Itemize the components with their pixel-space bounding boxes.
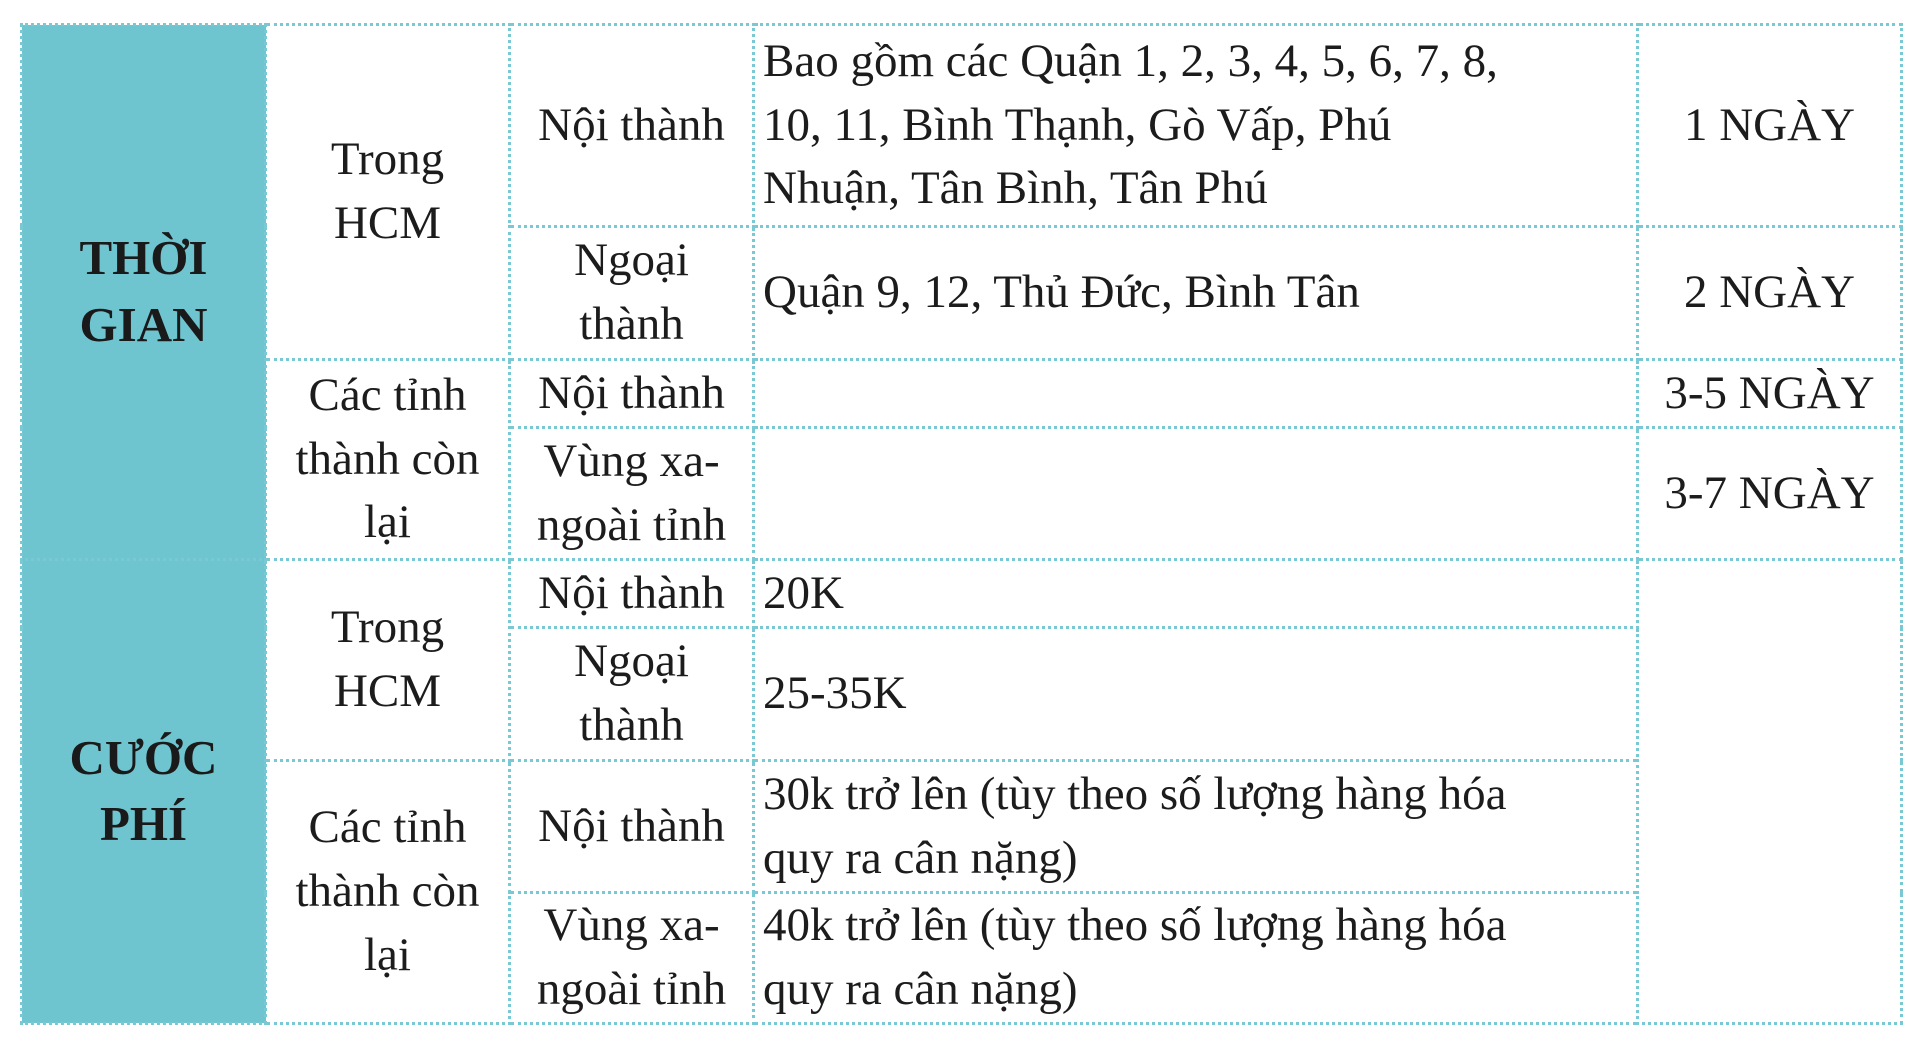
- time-detail-vung-xa: [754, 428, 1638, 560]
- zone-label: Nội thành: [538, 366, 725, 419]
- time-region-other-line2: thành còn: [295, 432, 480, 485]
- zone-label: Nội thành: [538, 799, 725, 852]
- zone-label-line1: Vùng xa-: [543, 434, 720, 487]
- fee-region-other: [266, 761, 510, 1024]
- time-group-label-line1: THỜI: [79, 230, 208, 286]
- time-region-hcm-line2: HCM: [333, 197, 442, 249]
- table-row: [22, 560, 1902, 628]
- detail-line: 10, 11, Bình Thạnh, Gò Vấp, Phú: [763, 98, 1392, 151]
- time-zone-noi-thanh-hcm: [510, 25, 754, 227]
- detail-line: quy ra cân nặng): [763, 831, 1078, 884]
- zone-label-line1: Ngoại: [574, 635, 689, 688]
- time-days-noi-thanh-other: 3-5 NGÀY: [1638, 360, 1902, 428]
- detail-line: 30k trở lên (tùy theo số lượng hàng hóa: [763, 767, 1507, 820]
- zone-label-line2: thành: [579, 298, 684, 350]
- time-detail-noi-thanh-hcm: [754, 25, 1638, 227]
- fee-detail-ngoai-thanh-hcm: 25-35K: [754, 628, 1638, 761]
- time-detail-noi-thanh-other: [754, 360, 1638, 428]
- detail-line: Quận 9, 12, Thủ Đức, Bình Tân: [763, 266, 1360, 319]
- fee-group-label-line1: CƯỚC: [69, 729, 218, 785]
- time-region-other-line1: Các tỉnh: [308, 368, 467, 421]
- fee-zone-ngoai-thanh-hcm: [510, 628, 754, 761]
- zone-label-line1: Vùng xa-: [543, 899, 720, 951]
- fee-region-hcm: [266, 560, 510, 761]
- zone-label-line1: Ngoại: [574, 234, 689, 287]
- detail-line: 40k trở lên (tùy theo số lượng hàng hóa: [763, 899, 1507, 951]
- time-zone-ngoai-thanh-hcm: [510, 227, 754, 360]
- fee-group-label-line2: PHÍ: [99, 796, 188, 852]
- time-region-other-line3: lại: [364, 496, 411, 549]
- zone-label-line2: ngoài tỉnh: [536, 498, 727, 551]
- fee-detail-noi-thanh-other: [754, 761, 1638, 893]
- fee-region-other-line3: lại: [364, 928, 411, 981]
- fee-zone-vung-xa: [510, 893, 754, 1024]
- time-zone-noi-thanh-other: [510, 360, 754, 428]
- time-zone-vung-xa: [510, 428, 754, 560]
- fee-region-hcm-line1: Trong: [330, 601, 445, 654]
- time-days-ngoai-thanh-hcm: 2 NGÀY: [1638, 227, 1902, 360]
- fee-group-label: [22, 560, 266, 1024]
- shipping-table-container: [20, 23, 1900, 1021]
- time-group-label-line2: GIAN: [79, 297, 208, 352]
- time-detail-ngoai-thanh-hcm: [754, 227, 1638, 360]
- zone-label: Nội thành: [538, 98, 725, 151]
- time-group-label: [22, 25, 266, 560]
- fee-zone-noi-thanh-hcm: [510, 560, 754, 628]
- detail-line: quy ra cân nặng): [763, 962, 1078, 1015]
- zone-label: Nội thành: [538, 566, 725, 619]
- time-region-hcm: [266, 25, 510, 360]
- detail-line: Bao gồm các Quận 1, 2, 3, 4, 5, 6, 7, 8,: [763, 34, 1498, 87]
- fee-region-other-line1: Các tỉnh: [308, 801, 467, 854]
- fee-region-other-line2: thành còn: [295, 864, 480, 917]
- time-days-vung-xa: 3-7 NGÀY: [1638, 428, 1902, 560]
- table-row: [22, 761, 1902, 893]
- table-row: [22, 360, 1902, 428]
- time-days-noi-thanh-hcm: 1 NGÀY: [1638, 25, 1902, 227]
- fee-detail-noi-thanh-hcm: 20K: [754, 560, 1638, 628]
- zone-label-line2: ngoài tỉnh: [536, 962, 727, 1015]
- fee-detail-vung-xa: [754, 893, 1638, 1024]
- time-region-other: [266, 360, 510, 560]
- shipping-table: [20, 23, 1903, 1025]
- time-region-hcm-line1: Trong: [330, 133, 445, 186]
- detail-line: Nhuận, Tân Bình, Tân Phú: [763, 162, 1268, 215]
- zone-label-line2: thành: [579, 699, 684, 751]
- table-row: [22, 25, 1902, 227]
- fee-region-hcm-line2: HCM: [333, 665, 442, 717]
- fee-empty-column: [1638, 560, 1902, 1024]
- fee-zone-noi-thanh-other: [510, 761, 754, 893]
